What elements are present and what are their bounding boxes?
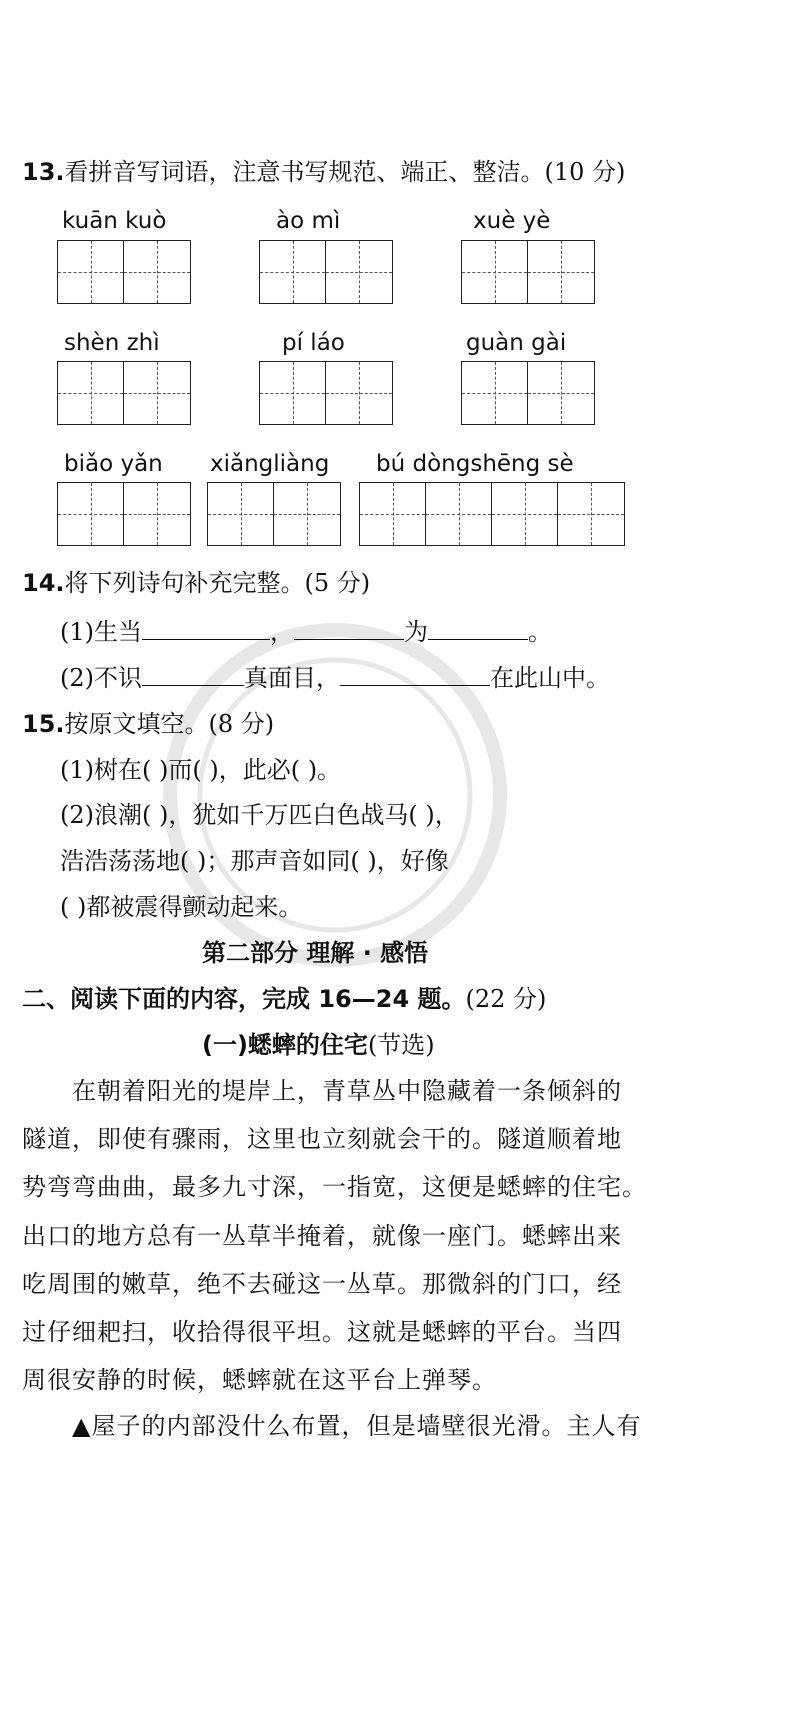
paragraph-line: ▲屋子的内部没什么布置，但是墙壁很光滑。主人有 bbox=[72, 1412, 642, 1440]
paragraph-line: 势弯弯曲曲，最多九寸深，一指宽，这便是蟋蟀的住宅。 bbox=[22, 1173, 647, 1201]
pinyin-label: kuān kuò bbox=[62, 208, 167, 234]
pinyin-label: bú dòngshēng sè bbox=[376, 451, 574, 477]
paragraph-line: 过仔细耙扫，收拾得很平坦。这就是蟋蟀的平台。当四 bbox=[22, 1318, 622, 1346]
pinyin-label: biǎo yǎn bbox=[64, 451, 163, 477]
writing-grid[interactable] bbox=[461, 361, 595, 425]
part-heading: 第二部分 理解 · 感悟 bbox=[202, 939, 429, 967]
writing-grid[interactable] bbox=[57, 361, 191, 425]
pinyin-label: pí láo bbox=[282, 330, 345, 356]
answer-blank[interactable] bbox=[142, 661, 244, 686]
answer-blank[interactable] bbox=[428, 615, 528, 640]
writing-grid[interactable] bbox=[259, 361, 393, 425]
fill-line-4: ( )都被震得颤动起来。 bbox=[60, 893, 303, 921]
writing-grid[interactable] bbox=[57, 240, 191, 304]
paragraph-line: 出口的地方总有一丛草半掩着，就像一座门。蟋蟀出来 bbox=[22, 1222, 622, 1250]
section-heading: 二、阅读下面的内容，完成 16—24 题。(22 分) bbox=[22, 985, 547, 1013]
fill-line-1: (1)树在( )而( )，此必( )。 bbox=[60, 756, 342, 784]
paragraph-line: 隧道，即使有骤雨，这里也立刻就会干的。隧道顺着地 bbox=[22, 1125, 622, 1153]
question-14: 14.将下列诗句补充完整。(5 分) bbox=[22, 569, 371, 597]
paragraph-line: 吃周围的嫩草，绝不去碰这一丛草。那微斜的门口，经 bbox=[22, 1270, 622, 1298]
paragraph-line: 周很安静的时候，蟋蟀就在这平台上弹琴。 bbox=[22, 1366, 497, 1394]
pinyin-label: xiǎngliàng bbox=[210, 451, 330, 477]
answer-blank[interactable] bbox=[340, 661, 490, 686]
question-15: 15.按原文填空。(8 分) bbox=[22, 710, 275, 738]
article-title: (一)蟋蟀的住宅(节选) bbox=[202, 1031, 435, 1059]
writing-grid[interactable] bbox=[57, 482, 191, 546]
poem-line-2: (2)不识 真面目， 在此山中。 bbox=[60, 658, 610, 693]
answer-blank[interactable] bbox=[294, 615, 404, 640]
writing-grid[interactable] bbox=[461, 240, 595, 304]
pinyin-label: ào mì bbox=[276, 208, 341, 234]
writing-grid[interactable] bbox=[359, 482, 625, 546]
pinyin-label: shèn zhì bbox=[64, 330, 160, 356]
paragraph-line: 在朝着阳光的堤岸上，青草丛中隐藏着一条倾斜的 bbox=[72, 1077, 622, 1105]
pinyin-label: guàn gài bbox=[466, 330, 567, 356]
pinyin-label: xuè yè bbox=[473, 208, 551, 234]
answer-blank[interactable] bbox=[142, 615, 270, 640]
fill-line-2: (2)浪潮( )，犹如千万匹白色战马( )， bbox=[60, 801, 459, 829]
question-13: 13.看拼音写词语，注意书写规范、端正、整洁。(10 分) bbox=[22, 158, 626, 186]
fill-line-3: 浩浩荡荡地( )；那声音如同( )，好像 bbox=[60, 847, 449, 875]
poem-line-1: (1)生当 ， 为 。 bbox=[60, 612, 552, 647]
writing-grid[interactable] bbox=[207, 482, 341, 546]
writing-grid[interactable] bbox=[259, 240, 393, 304]
